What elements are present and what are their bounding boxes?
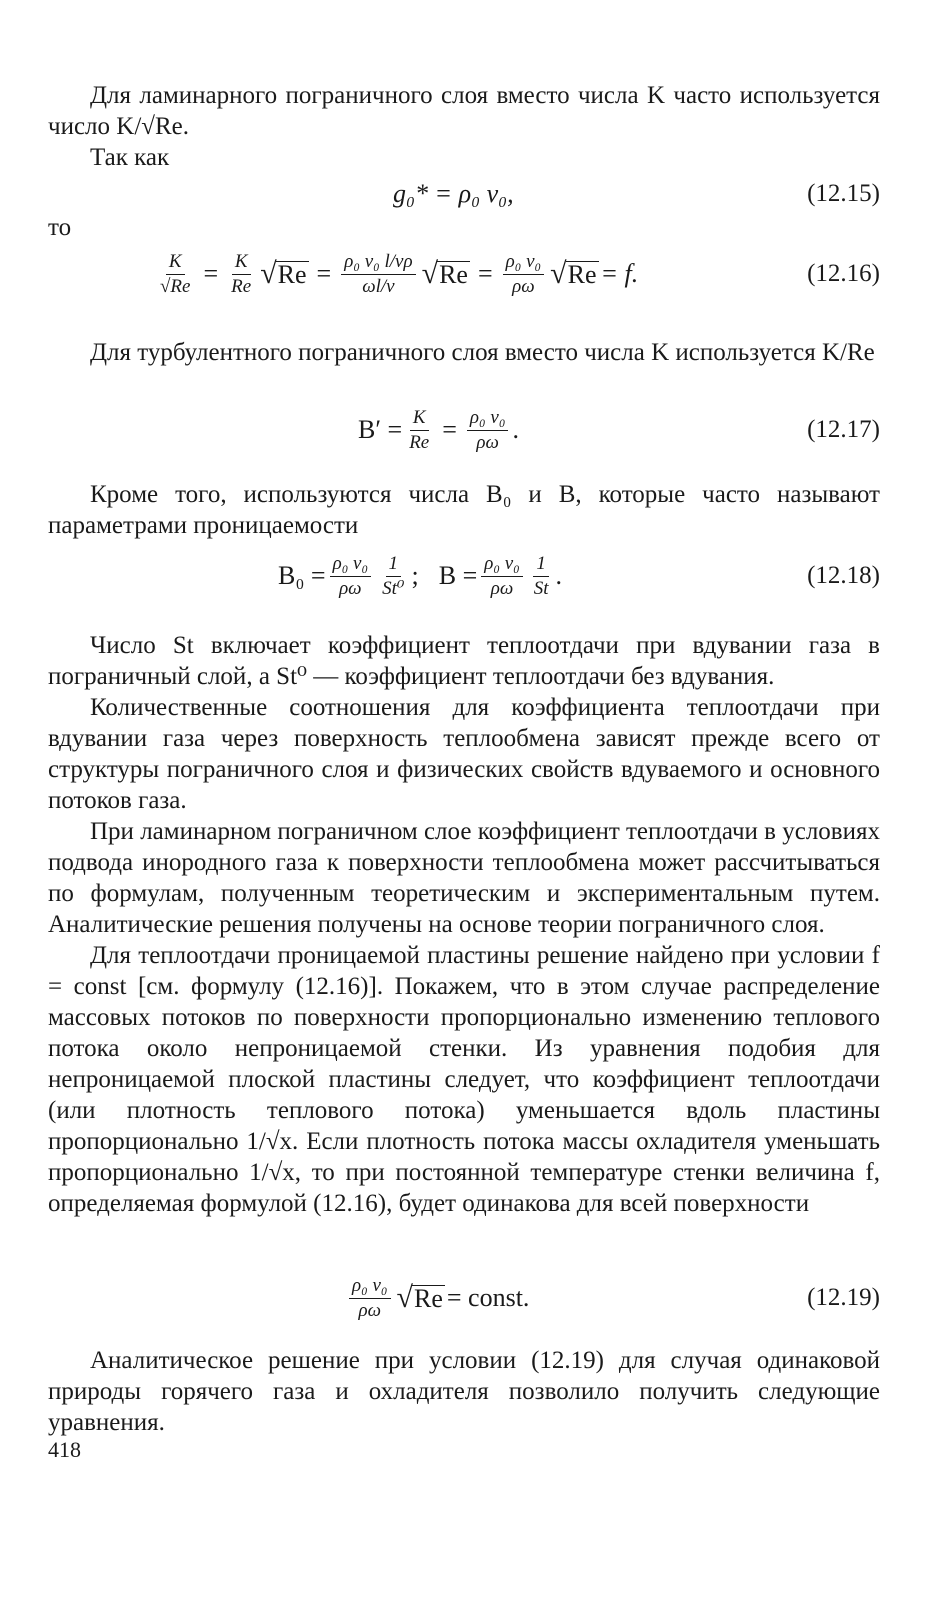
eq18-b0: B₀ = (278, 561, 326, 590)
sqrt-re: √ Re (421, 257, 468, 290)
paragraph-laminar-intro: Для ламинарного пограничного слоя вместо числа K часто используется число K/√Re. (48, 82, 880, 140)
fraction: $\frac{\text{ρ₀ v₀ l/vρ}}{\omega l/\nu}$ (341, 251, 415, 298)
paragraph-permeability: Кроме того, используются числа B₀ и B, которые часто называют параметрами проницаемости (48, 481, 880, 539)
text-block-permeability (48, 479, 880, 541)
formula-12-16: $\frac{K}{√Re}$ = $\frac{K}{Re}$ √ Re = $\frac{\text{ρ₀ v₀ l/vρ}}{\omega l/\nu}$ √ Re = $\frac{\text{ρ₀ v₀}}{\rho\omega}$ √ Re = f. (153, 244, 638, 304)
eq16-tail: = f. (600, 259, 639, 288)
fraction: $\frac{\text{ρ₀ v₀}}{\rho\omega}$ (330, 553, 372, 600)
equation-number: (12.17) (807, 416, 880, 443)
text-block-turbulent (48, 337, 880, 368)
eq15-expression: g₀* = ρ₀ v₀, (393, 179, 514, 208)
text-block-main (48, 630, 880, 1219)
paragraph-analytical-solution: Аналитическое решение при условии (12.19) для случая одинаковой природы горячего газа и охладителя позволило получить следующие уравнения. (48, 1347, 880, 1436)
equation-number: (12.18) (807, 562, 880, 589)
equation-12-18 (48, 546, 880, 606)
text-block-intro (48, 80, 880, 173)
paragraph-since: Так как (90, 144, 170, 171)
equation-12-15 (48, 164, 880, 224)
equation-number: (12.15) (807, 180, 880, 207)
equation-number: (12.19) (807, 1284, 880, 1311)
paragraph-laminar-layer: При ламинарном пограничном слое коэффициент теплоотдачи в условиях подвода инородного газа к поверхности теплообмена может рассчитываться по формулам, полученным теоретическим и экспериментальным путем. Аналитические решения получены на основе теории пограничного слоя. (48, 818, 880, 938)
equation-12-19 (48, 1268, 880, 1328)
fraction: $\frac{K}{Re}$ (231, 250, 252, 297)
text-block-closing (48, 1345, 880, 1438)
sqrt-re: √ Re (260, 257, 307, 290)
fraction: $\frac{\text{ρ₀ v₀}}{\rho\omega}$ (481, 553, 523, 600)
equation-12-17 (48, 400, 880, 460)
paragraph-turbulent: Для турбулентного пограничного слоя вместо числа K используется K/Re (90, 339, 875, 366)
sqrt-re: √ Re (396, 1281, 443, 1314)
fraction: $\frac{1}{St}$ (533, 552, 549, 599)
fraction: $\frac{K}{Re}$ (409, 406, 430, 453)
fraction: $\frac{\text{ρ₀ v₀}}{\rho\omega}$ (349, 1275, 391, 1322)
equation-12-16 (48, 214, 880, 304)
formula-12-18: B₀ = $\frac{\text{ρ₀ v₀}}{\rho\omega}$ $\frac{1}{\text{St⁰}}$ ; B = $\frac{\text{ρ₀ v₀}}{\rho\omega}$ $\frac{1}{St}$ . (278, 552, 563, 599)
fraction: $\frac{1}{\text{St⁰}}$ (382, 552, 405, 599)
fraction: $\frac{K}{√Re}$ (160, 250, 191, 297)
eq19-tail: = const. (446, 1283, 530, 1312)
sqrt-re: √ Re (550, 257, 597, 290)
eq17-lhs: B′ = (358, 415, 403, 444)
paragraph-st-number: Число St включает коэффициент теплоотдачи при вдувании газа в пограничный слой, а St⁰ — коэффициент теплоотдачи без вдувания. (48, 632, 880, 690)
formula-12-15 (393, 164, 514, 224)
paragraph-permeable-plate: Для теплоотдачи проницаемой пластины решение найдено при условии f = const [см. формулу (12.16)]. Покажем, что в этом случае распределение массовых потоков по поверхности пропорционально изменению теплового потока около непроницаемой стенки. Из уравнения подобия для непроницаемой плоской пластины следует, что коэффициент теплоотдачи (или плотность теплового потока) уменьшается вдоль пластины пропорционально 1/√x. Если плотность потока массы охладителя уменьшать пропорционально 1/√x, то при постоянной температуре стенки величина f, определяемая формулой (12.16), будет одинакова для всей поверхности (48, 942, 880, 1217)
eq18-b: B = (438, 561, 478, 590)
word-then: то (48, 214, 72, 241)
fraction: $\frac{\text{ρ₀ v₀}}{\rho\omega}$ (467, 407, 509, 454)
formula-12-19 (345, 1268, 529, 1328)
page-number: 418 (48, 1437, 81, 1462)
paragraph-quantitative: Количественные соотношения для коэффициента теплоотдачи при вдувании газа через поверхность теплообмена зависят прежде всего от структуры пограничного слоя и физических свойств вдуваемого и основного потоков газа. (48, 694, 880, 814)
equation-number: (12.16) (807, 260, 880, 287)
fraction: $\frac{\text{ρ₀ v₀}}{\rho\omega}$ (503, 251, 545, 298)
formula-12-17: B′ = $\frac{K}{Re}$ = $\frac{\text{ρ₀ v₀}}{\rho\omega}$ . (358, 406, 519, 453)
